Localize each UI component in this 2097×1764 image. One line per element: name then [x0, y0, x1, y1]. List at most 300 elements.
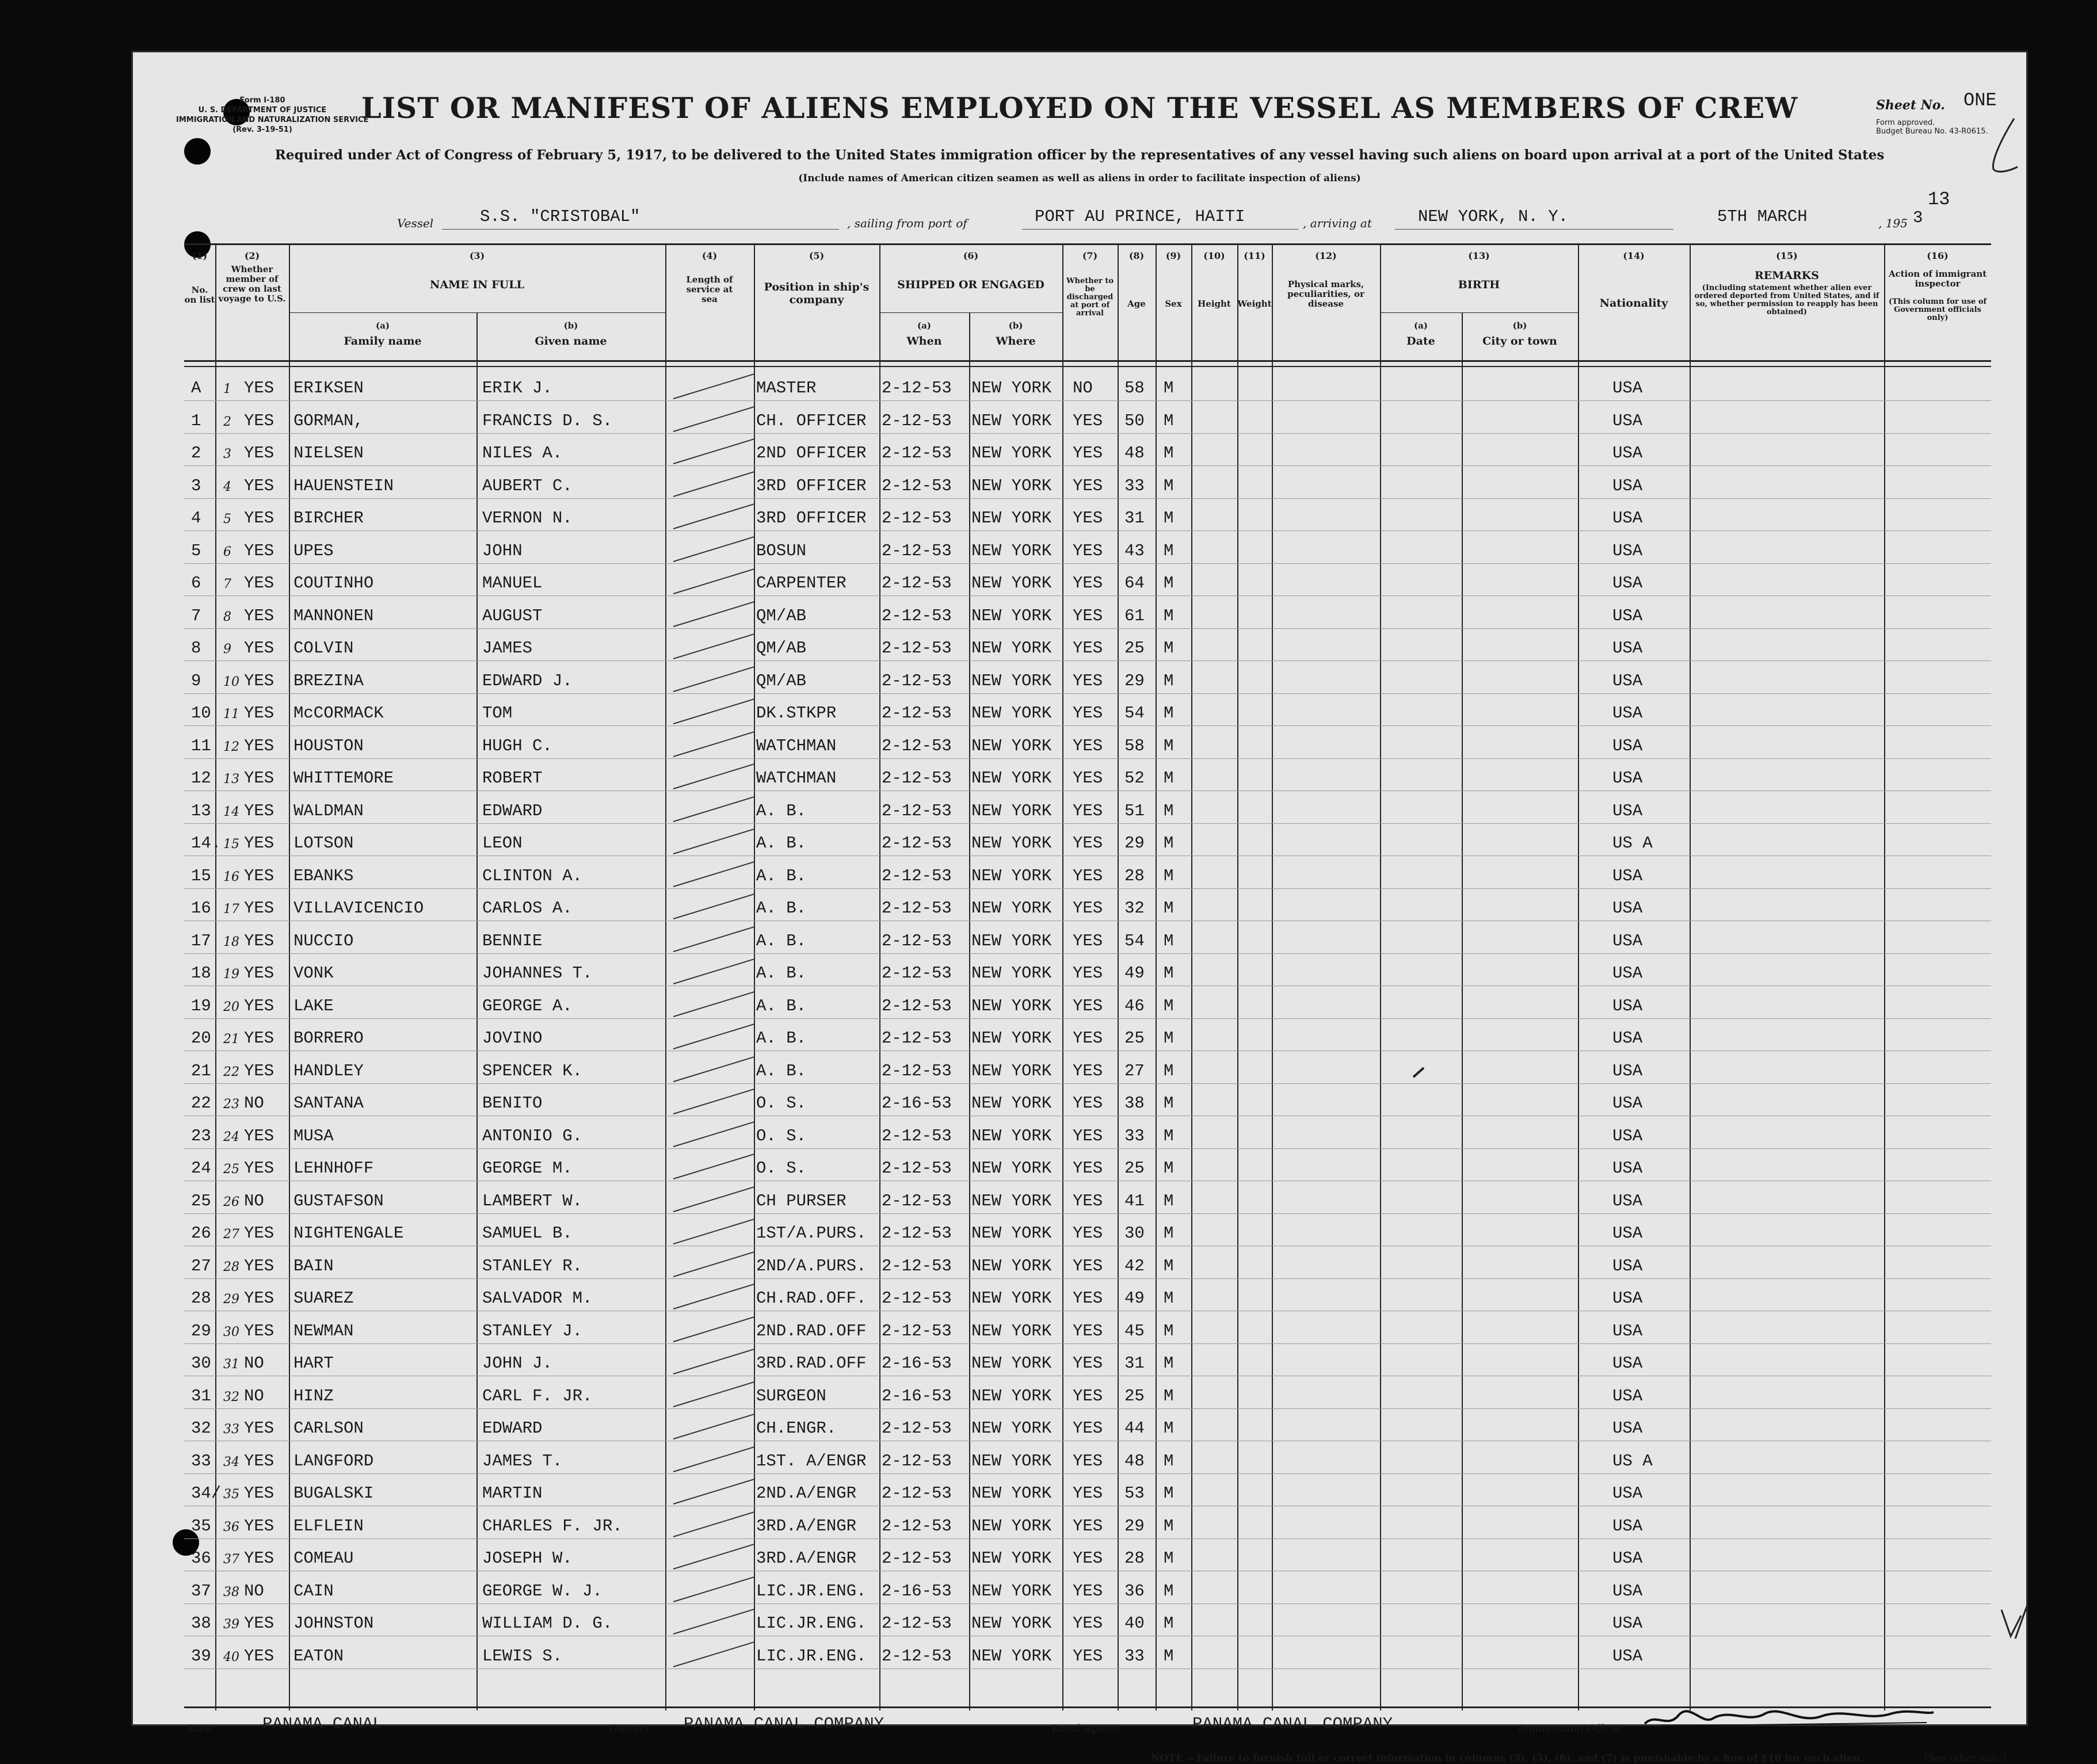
row-rule — [184, 1018, 1991, 1019]
nationality-cell: USA — [1612, 964, 1643, 983]
table-row — [131, 666, 2028, 698]
discharged-cell: YES — [1073, 1646, 1103, 1666]
last-voyage-cell: YES — [244, 1224, 274, 1243]
nationality-cell: USA — [1612, 704, 1643, 723]
original-number: 28 — [223, 1259, 239, 1274]
discharged-cell: YES — [1073, 1419, 1103, 1438]
row-number: 33 — [191, 1451, 211, 1471]
row-number: 19 — [191, 996, 211, 1015]
col-12-number: (12) — [1315, 250, 1337, 261]
budget-bureau: Budget Bureau No. 43-R0615. — [1876, 127, 1988, 136]
shipped-place-cell: NEW YORK — [971, 1614, 1052, 1633]
given-name-cell: JOHN J. — [482, 1354, 552, 1373]
original-number: 9 — [223, 642, 231, 656]
given-name-cell: AUGUST — [482, 606, 543, 625]
service-slash-mark — [673, 1544, 755, 1570]
sheet-label: Sheet No. — [1876, 98, 1945, 113]
family-name-cell: HANDLEY — [293, 1061, 364, 1080]
owners-label: Owners — [609, 1723, 650, 1735]
nationality-cell: USA — [1612, 671, 1643, 690]
row-number: 7 — [191, 606, 201, 625]
discharged-cell: YES — [1073, 704, 1103, 723]
nationality-cell: USA — [1612, 1321, 1643, 1341]
col-7-number: (7) — [1082, 250, 1098, 261]
last-voyage-cell: YES — [244, 1126, 274, 1146]
page-title: LIST OR MANIFEST OF ALIENS EMPLOYED ON THE VESSEL AS MEMBERS OF CREW — [361, 91, 1798, 125]
nationality-cell: USA — [1612, 606, 1643, 625]
family-name-cell: HAUENSTEIN — [293, 476, 394, 495]
service-slash-mark — [673, 894, 755, 919]
original-number: 17 — [223, 902, 239, 917]
row-number: 30 — [191, 1354, 211, 1373]
vessel-name: S.S. "CRISTOBAL" — [480, 207, 640, 226]
last-voyage-cell: YES — [244, 964, 274, 983]
sex-cell: M — [1164, 444, 1174, 463]
family-name-cell: VILLAVICENCIO — [293, 899, 424, 918]
nationality-cell: USA — [1612, 411, 1643, 430]
service-slash-mark — [673, 1511, 755, 1537]
discharged-cell: YES — [1073, 899, 1103, 918]
row-rule — [184, 563, 1991, 564]
family-name-cell: JOHNSTON — [293, 1614, 374, 1633]
last-voyage-cell: YES — [244, 1549, 274, 1568]
shipped-date-cell: 2-16-53 — [882, 1094, 952, 1113]
service-slash-mark — [673, 861, 755, 887]
table-row — [131, 1446, 2028, 1478]
nationality-cell: USA — [1612, 1061, 1643, 1080]
discharged-cell: YES — [1073, 866, 1103, 885]
row-rule — [184, 1603, 1991, 1604]
shipped-place-cell: NEW YORK — [971, 541, 1052, 560]
col-3-header: NAME IN FULL — [430, 278, 524, 291]
col-6b-number: (b) — [1008, 320, 1023, 331]
nationality-cell: USA — [1612, 1614, 1643, 1633]
row-number: 13 — [191, 801, 211, 820]
table-row — [131, 406, 2028, 438]
col-2-number: (2) — [244, 250, 260, 261]
shipped-place-cell: NEW YORK — [971, 1159, 1052, 1178]
discharged-cell: YES — [1073, 1256, 1103, 1276]
family-name-cell: CAIN — [293, 1581, 334, 1601]
shipped-place-cell: NEW YORK — [971, 1029, 1052, 1048]
discharged-cell: YES — [1073, 1321, 1103, 1341]
sex-cell: M — [1164, 509, 1174, 528]
sex-cell: M — [1164, 996, 1174, 1015]
nationality-cell: USA — [1612, 1354, 1643, 1373]
col-1-number: (1) — [192, 250, 208, 261]
table-row — [131, 1608, 2028, 1640]
original-number: 16 — [223, 869, 239, 884]
shipped-place-cell: NEW YORK — [971, 1191, 1052, 1211]
family-name-cell: ELFLEIN — [293, 1516, 364, 1536]
original-number: 37 — [223, 1552, 239, 1567]
sex-cell: M — [1164, 801, 1174, 820]
last-voyage-cell: YES — [244, 541, 274, 560]
sex-cell: M — [1164, 1581, 1174, 1601]
year-prefix: , 195 — [1878, 216, 1908, 230]
table-row — [131, 1511, 2028, 1543]
shipped-date-cell: 2-16-53 — [882, 1581, 952, 1601]
given-name-cell: SALVADOR M. — [482, 1289, 593, 1308]
col-6-header: SHIPPED OR ENGAGED — [897, 278, 1044, 291]
service-slash-mark — [673, 1609, 755, 1635]
row-number: 14. — [191, 834, 222, 853]
row-number: 23 — [191, 1126, 211, 1146]
sex-cell: M — [1164, 704, 1174, 723]
table-row — [131, 1218, 2028, 1250]
col-3b-header: Given name — [535, 335, 607, 348]
shipped-date-cell: 2-16-53 — [882, 1386, 952, 1406]
row-number: 35 — [191, 1516, 211, 1536]
discharged-cell: YES — [1073, 476, 1103, 495]
given-name-cell: STANLEY J. — [482, 1321, 583, 1341]
nationality-cell: USA — [1612, 541, 1643, 560]
form-approved: Form approved. — [1876, 119, 1935, 127]
service-slash-mark — [673, 763, 755, 789]
table-row — [131, 633, 2028, 665]
last-voyage-cell: NO — [244, 1581, 264, 1601]
given-name-cell: CLINTON A. — [482, 866, 583, 885]
original-number: 10 — [223, 674, 239, 689]
service-slash-mark — [673, 1121, 755, 1147]
original-number: 11 — [223, 707, 239, 721]
shipped-place-cell: NEW YORK — [971, 931, 1052, 950]
row-number: 28 — [191, 1289, 211, 1308]
position-cell: BOSUN — [756, 541, 807, 560]
service-slash-mark — [673, 666, 755, 692]
row-number: 17 — [191, 931, 211, 950]
position-cell: WATCHMAN — [756, 736, 837, 755]
last-voyage-cell: YES — [244, 1451, 274, 1471]
position-cell: A. B. — [756, 899, 807, 918]
position-cell: A. B. — [756, 801, 807, 820]
row-rule — [184, 823, 1991, 824]
shipped-date-cell: 2-12-53 — [882, 1224, 952, 1243]
page-number: 13 — [1928, 189, 1950, 210]
nationality-cell: USA — [1612, 1224, 1643, 1243]
row-rule — [184, 498, 1991, 499]
family-name-cell: WALDMAN — [293, 801, 364, 820]
table-row — [131, 1023, 2028, 1055]
table-row — [131, 1641, 2028, 1673]
discharged-cell: YES — [1073, 801, 1103, 820]
shipped-place-cell: NEW YORK — [971, 834, 1052, 853]
nationality-cell: USA — [1612, 866, 1643, 885]
discharged-cell: NO — [1073, 379, 1093, 398]
table-row — [131, 1543, 2028, 1575]
sex-cell: M — [1164, 1289, 1174, 1308]
original-number: 3 — [223, 447, 231, 461]
shipped-date-cell: 2-12-53 — [882, 509, 952, 528]
service-slash-mark — [673, 1251, 755, 1277]
age-cell: 52 — [1124, 769, 1145, 788]
col-6b-header: Where — [996, 335, 1036, 348]
sex-cell: M — [1164, 1061, 1174, 1080]
given-name-cell: ERIK J. — [482, 379, 552, 398]
age-cell: 48 — [1124, 444, 1145, 463]
page-subtitle-note: (Include names of American citizen seamen as well as aliens in order to facilitate inspection of aliens) — [798, 173, 1361, 184]
original-number: 18 — [223, 934, 239, 949]
service-slash-mark — [673, 601, 755, 627]
original-number: 23 — [223, 1097, 239, 1112]
position-cell: O. S. — [756, 1094, 807, 1113]
discharged-cell: YES — [1073, 509, 1103, 528]
row-number: 8 — [191, 639, 201, 658]
sex-cell: M — [1164, 1386, 1174, 1406]
nationality-cell: USA — [1612, 1256, 1643, 1276]
given-name-cell: WILLIAM D. G. — [482, 1614, 613, 1633]
shipped-date-cell: 2-12-53 — [882, 1321, 952, 1341]
row-rule — [184, 953, 1991, 954]
shipped-date-cell: 2-12-53 — [882, 964, 952, 983]
discharged-cell: YES — [1073, 931, 1103, 950]
discharged-cell: YES — [1073, 541, 1103, 560]
position-cell: 2ND.A/ENGR — [756, 1484, 857, 1503]
family-name-cell: McCORMACK — [293, 704, 384, 723]
discharged-cell: YES — [1073, 1484, 1103, 1503]
age-cell: 46 — [1124, 996, 1145, 1015]
col-5-number: (5) — [809, 250, 825, 261]
last-voyage-cell: YES — [244, 509, 274, 528]
service-slash-mark — [673, 698, 755, 724]
shipped-place-cell: NEW YORK — [971, 411, 1052, 430]
nationality-cell: USA — [1612, 899, 1643, 918]
table-row — [131, 568, 2028, 600]
service-slash-mark — [673, 1479, 755, 1505]
last-voyage-cell: YES — [244, 1256, 274, 1276]
discharged-cell: YES — [1073, 1061, 1103, 1080]
col-11-header: Weight — [1237, 299, 1272, 309]
given-name-cell: LEON — [482, 834, 523, 853]
local-agents-label: Local Agents — [1052, 1723, 1120, 1735]
shipped-place-cell: NEW YORK — [971, 1646, 1052, 1666]
last-voyage-cell: YES — [244, 379, 274, 398]
position-cell: 3RD.RAD.OFF — [756, 1354, 867, 1373]
last-voyage-cell: YES — [244, 1516, 274, 1536]
original-number: 33 — [223, 1422, 239, 1437]
given-name-cell: JOHANNES T. — [482, 964, 593, 983]
family-name-cell: UPES — [293, 541, 334, 560]
shipped-place-cell: NEW YORK — [971, 379, 1052, 398]
shipped-place-cell: NEW YORK — [971, 1549, 1052, 1568]
position-cell: 2ND OFFICER — [756, 444, 867, 463]
row-rule — [184, 530, 1991, 531]
nationality-cell: USA — [1612, 801, 1643, 820]
family-name-cell: COUTINHO — [293, 574, 374, 593]
family-name-cell: COMEAU — [293, 1549, 354, 1568]
sex-cell: M — [1164, 639, 1174, 658]
shipped-date-cell: 2-16-53 — [882, 1354, 952, 1373]
sex-cell: M — [1164, 1516, 1174, 1536]
original-number: 29 — [223, 1292, 239, 1307]
discharged-cell: YES — [1073, 444, 1103, 463]
shipped-place-cell: NEW YORK — [971, 639, 1052, 658]
shipped-date-cell: 2-12-53 — [882, 541, 952, 560]
table-row — [131, 503, 2028, 535]
position-cell: 1ST. A/ENGR — [756, 1451, 867, 1471]
nationality-cell: USA — [1612, 931, 1643, 950]
nationality-cell: USA — [1612, 996, 1643, 1015]
service-slash-mark — [673, 536, 755, 562]
col-13b-number: (b) — [1512, 320, 1527, 331]
discharged-cell: YES — [1073, 1386, 1103, 1406]
shipped-place-cell: NEW YORK — [971, 1419, 1052, 1438]
last-voyage-cell: YES — [244, 801, 274, 820]
form-approval — [1876, 119, 1988, 136]
given-name-cell: CARLOS A. — [482, 899, 573, 918]
age-cell: 33 — [1124, 1126, 1145, 1146]
sex-cell: M — [1164, 1126, 1174, 1146]
last-voyage-cell: NO — [244, 1191, 264, 1211]
position-cell: 2ND/A.PURS. — [756, 1256, 867, 1276]
row-number: 16 — [191, 899, 211, 918]
row-number: 39 — [191, 1646, 211, 1666]
table-row — [131, 1251, 2028, 1283]
discharged-cell: YES — [1073, 606, 1103, 625]
shipped-place-cell: NEW YORK — [971, 1581, 1052, 1601]
row-rule — [184, 693, 1991, 694]
family-name-cell: MANNONEN — [293, 606, 374, 625]
given-name-cell: JAMES T. — [482, 1451, 563, 1471]
col-9-number: (9) — [1165, 250, 1181, 261]
age-cell: 43 — [1124, 541, 1145, 560]
page-subtitle: Required under Act of Congress of February 5, 1917, to be delivered to the United States immigration officer by the representatives of any vessel having such aliens on board upon arrival at a port of the United States — [274, 147, 1885, 163]
shipped-date-cell: 2-12-53 — [882, 1516, 952, 1536]
row-rule — [184, 1408, 1991, 1409]
shipped-date-cell: 2-12-53 — [882, 1256, 952, 1276]
nationality-cell: USA — [1612, 1484, 1643, 1503]
last-voyage-cell: YES — [244, 1614, 274, 1633]
nationality-cell: USA — [1612, 1386, 1643, 1406]
nationality-cell: USA — [1612, 769, 1643, 788]
family-name-cell: HINZ — [293, 1386, 334, 1406]
line-label: Line — [189, 1723, 212, 1735]
nationality-cell: USA — [1612, 1126, 1643, 1146]
last-voyage-cell: NO — [244, 1354, 264, 1373]
table-row — [131, 1153, 2028, 1185]
given-name-cell: ROBERT — [482, 769, 543, 788]
service-slash-mark — [673, 1446, 755, 1472]
last-voyage-cell: YES — [244, 476, 274, 495]
discharged-cell: YES — [1073, 1581, 1103, 1601]
position-cell: SURGEON — [756, 1386, 826, 1406]
given-name-cell: CARL F. JR. — [482, 1386, 593, 1406]
col-15-note: (Including statement whether alien ever ordered deported from United States, and if so, whether permission to reapply has been obtained) — [1694, 284, 1879, 316]
discharged-cell: YES — [1073, 736, 1103, 755]
row-number: 2 — [191, 444, 201, 463]
last-voyage-cell: YES — [244, 996, 274, 1015]
shipped-place-cell: NEW YORK — [971, 574, 1052, 593]
given-name-cell: GEORGE A. — [482, 996, 573, 1015]
check-mark — [1985, 114, 2020, 177]
discharged-cell: YES — [1073, 1159, 1103, 1178]
shipped-place-cell: NEW YORK — [971, 1484, 1052, 1503]
footer-note: NOTE.—Failure to furnish full or correct information in columns (3), (5), (6), and (7) is punishable by a fine of $10 for each alien. — [1151, 1752, 1864, 1764]
original-number: 30 — [223, 1324, 239, 1339]
col-15-number: (15) — [1776, 250, 1798, 261]
shipped-date-cell: 2-12-53 — [882, 379, 952, 398]
row-number: 29 — [191, 1321, 211, 1341]
row-number: 20 — [191, 1029, 211, 1048]
row-number: A — [191, 379, 201, 398]
original-number: 32 — [223, 1389, 239, 1404]
shipped-place-cell: NEW YORK — [971, 444, 1052, 463]
table-row — [131, 698, 2028, 730]
family-name-cell: BREZINA — [293, 671, 364, 690]
nationality-cell: USA — [1612, 379, 1643, 398]
original-number: 2 — [223, 414, 231, 429]
age-cell: 29 — [1124, 1516, 1145, 1536]
given-name-cell: FRANCIS D. S. — [482, 411, 613, 430]
table-row — [131, 958, 2028, 990]
shipped-date-cell: 2-12-53 — [882, 1029, 952, 1048]
given-name-cell: JOHN — [482, 541, 523, 560]
see-other-side: (See other side.) — [1924, 1752, 2007, 1764]
row-number: 9 — [191, 671, 201, 690]
last-voyage-cell: YES — [244, 769, 274, 788]
table-row — [131, 828, 2028, 860]
family-name-cell: EATON — [293, 1646, 344, 1666]
shipped-date-cell: 2-12-53 — [882, 574, 952, 593]
discharged-cell: YES — [1073, 1094, 1103, 1113]
age-cell: 25 — [1124, 1159, 1145, 1178]
shipped-place-cell: NEW YORK — [971, 1451, 1052, 1471]
row-rule — [184, 1668, 1991, 1669]
row-rule — [184, 888, 1991, 889]
col-14-header: Nationality — [1599, 297, 1668, 310]
nationality-cell: USA — [1612, 1419, 1643, 1438]
given-name-cell: GEORGE M. — [482, 1159, 573, 1178]
shipped-date-cell: 2-12-53 — [882, 769, 952, 788]
sex-cell: M — [1164, 1159, 1174, 1178]
given-name-cell: LEWIS S. — [482, 1646, 563, 1666]
shipped-place-cell: NEW YORK — [971, 1386, 1052, 1406]
family-name-cell: BORRERO — [293, 1029, 364, 1048]
last-voyage-cell: YES — [244, 866, 274, 885]
age-cell: 25 — [1124, 639, 1145, 658]
service-slash-mark — [673, 1641, 755, 1667]
sex-cell: M — [1164, 1354, 1174, 1373]
col-3b-number: (b) — [563, 320, 578, 331]
row-rule — [184, 1343, 1991, 1344]
last-voyage-cell: YES — [244, 444, 274, 463]
row-rule — [184, 400, 1991, 401]
service-slash-mark — [673, 796, 755, 822]
table-row — [131, 1121, 2028, 1153]
nationality-cell: USA — [1612, 476, 1643, 495]
last-voyage-cell: YES — [244, 899, 274, 918]
sex-cell: M — [1164, 1256, 1174, 1276]
nationality-cell: USA — [1612, 1646, 1643, 1666]
shipped-place-cell: NEW YORK — [971, 704, 1052, 723]
position-cell: A. B. — [756, 931, 807, 950]
service-slash-mark — [673, 471, 755, 497]
original-number: 27 — [223, 1227, 239, 1242]
position-cell: 3RD.A/ENGR — [756, 1516, 857, 1536]
position-cell: WATCHMAN — [756, 769, 837, 788]
nationality-cell: USA — [1612, 639, 1643, 658]
row-number: 22 — [191, 1094, 211, 1113]
position-cell: DK.STKPR — [756, 704, 837, 723]
col-14-number: (14) — [1623, 250, 1645, 261]
col-16-note: (This column for use of Government officials only) — [1888, 297, 1987, 322]
shipped-date-cell: 2-12-53 — [882, 736, 952, 755]
last-voyage-cell: NO — [244, 1386, 264, 1406]
service-slash-mark — [673, 991, 755, 1017]
shipped-date-cell: 2-12-53 — [882, 476, 952, 495]
row-number: 18 — [191, 964, 211, 983]
discharged-cell: YES — [1073, 1516, 1103, 1536]
